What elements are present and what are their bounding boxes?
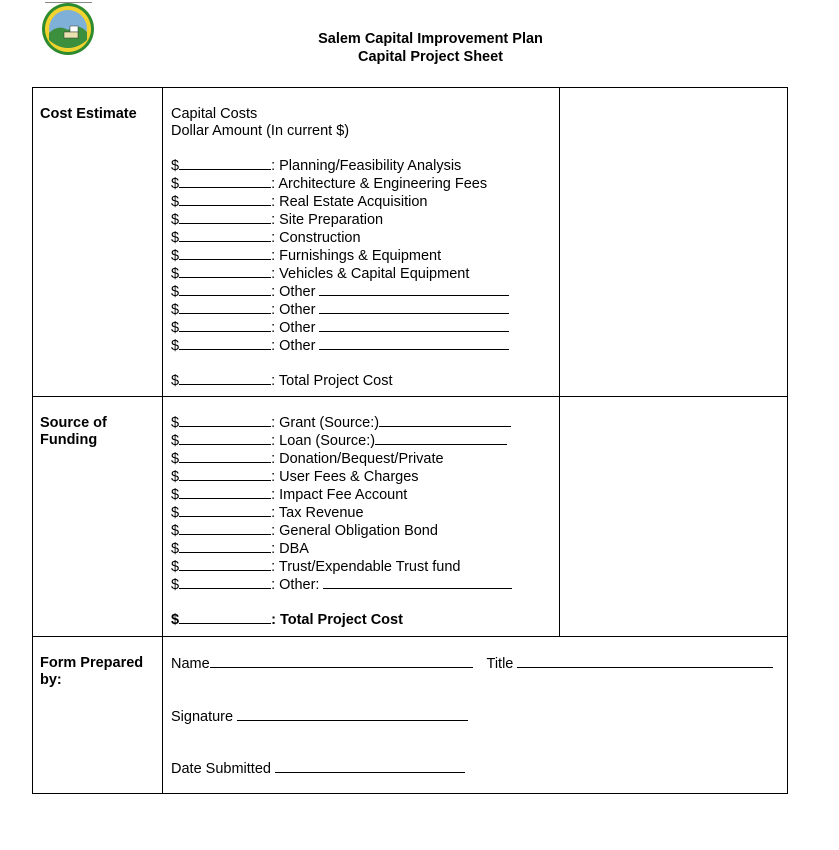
funding-item-label: Donation/Bequest/Private xyxy=(279,451,444,467)
funding-items-list xyxy=(171,414,559,594)
funding-item-amount-field[interactable] xyxy=(179,486,271,499)
cost-item-line: $ : Other xyxy=(171,301,559,319)
cost-item-amount-field[interactable] xyxy=(179,283,271,296)
funding-item-detail-field[interactable] xyxy=(323,576,512,589)
cost-item-label: Other xyxy=(279,320,316,336)
cost-items-list xyxy=(171,157,559,355)
funding-item-amount-field[interactable] xyxy=(179,504,271,517)
funding-item-label: Other: xyxy=(279,577,320,593)
funding-item-line: $ : Trust/Expendable Trust fund xyxy=(171,559,461,575)
cost-item-line: $ : Furnishings & Equipment xyxy=(171,248,442,264)
cost-item-label: Real Estate Acquisition xyxy=(279,194,428,210)
cost-item-amount-field[interactable] xyxy=(179,337,271,350)
funding-item-label: Impact Fee Account xyxy=(279,487,408,503)
cost-estimate-label: Cost Estimate xyxy=(40,106,137,122)
cost-item-amount-field[interactable] xyxy=(179,301,271,314)
cost-item-label: Furnishings & Equipment xyxy=(279,248,442,264)
date-submitted-line xyxy=(171,759,787,778)
funding-item-line: $ : General Obligation Bond xyxy=(171,523,438,539)
funding-item-amount-field[interactable] xyxy=(179,414,271,427)
funding-notes-cell[interactable] xyxy=(560,397,788,637)
date-submitted-field[interactable] xyxy=(275,759,465,773)
cost-item-line: $ : Construction xyxy=(171,230,361,246)
name-title-line xyxy=(171,654,787,673)
funding-item-line: $ : Other: xyxy=(171,576,559,594)
funding-content-cell xyxy=(163,397,560,637)
funding-row xyxy=(33,397,788,637)
funding-total-line: $ : Total Project Cost xyxy=(171,612,403,628)
funding-item-line: $ : User Fees & Charges xyxy=(171,469,419,485)
funding-label-cell xyxy=(33,397,163,637)
document-header xyxy=(0,30,839,66)
cost-item-amount-field[interactable] xyxy=(179,175,271,188)
prepared-by-content-cell xyxy=(163,637,788,794)
cost-item-label: Vehicles & Capital Equipment xyxy=(279,266,470,282)
funding-item-line: $ : Impact Fee Account xyxy=(171,487,408,503)
cost-item-amount-field[interactable] xyxy=(179,247,271,260)
cost-item-amount-field[interactable] xyxy=(179,229,271,242)
name-label: Name xyxy=(171,656,210,672)
funding-item-line: $ : Tax Revenue xyxy=(171,505,364,521)
funding-item-amount-field[interactable] xyxy=(179,432,271,445)
document-title: Salem Capital Improvement Plan xyxy=(318,31,543,47)
funding-item-line: $ : DBA xyxy=(171,541,309,557)
cost-item-line: $ : Planning/Feasibility Analysis xyxy=(171,158,462,174)
funding-item-label: Loan (Source:) xyxy=(279,433,376,449)
cost-item-line: $ : Site Preparation xyxy=(171,212,384,228)
cost-item-amount-field[interactable] xyxy=(179,265,271,278)
capital-costs-heading: Capital Costs xyxy=(171,106,258,122)
funding-item-amount-field[interactable] xyxy=(179,522,271,535)
funding-total-label: Total Project Cost xyxy=(279,612,403,628)
cost-item-line: $ : Other xyxy=(171,337,559,355)
cost-item-detail-field[interactable] xyxy=(319,283,509,296)
capital-project-sheet-table xyxy=(32,87,788,794)
cost-estimate-content-cell xyxy=(163,88,560,397)
dollar-amount-heading: Dollar Amount (In current $) xyxy=(171,123,350,139)
cost-item-amount-field[interactable] xyxy=(179,157,271,170)
funding-item-amount-field[interactable] xyxy=(179,540,271,553)
title-label: Title xyxy=(486,656,514,672)
prepared-by-row xyxy=(33,637,788,794)
funding-label: Source of Funding xyxy=(40,415,107,448)
funding-item-amount-field[interactable] xyxy=(179,576,271,589)
cost-item-detail-field[interactable] xyxy=(319,337,509,350)
signature-field[interactable] xyxy=(237,707,468,721)
funding-item-label: DBA xyxy=(279,541,309,557)
cost-item-line: $ : Vehicles & Capital Equipment xyxy=(171,266,470,282)
cost-item-line: $ : Other xyxy=(171,283,559,301)
prepared-by-label-cell xyxy=(33,637,163,794)
funding-item-amount-field[interactable] xyxy=(179,558,271,571)
cost-item-label: Site Preparation xyxy=(279,212,384,228)
cost-item-amount-field[interactable] xyxy=(179,193,271,206)
cost-item-label: Other xyxy=(279,302,316,318)
cost-item-label: Construction xyxy=(279,230,361,246)
cost-estimate-notes-cell[interactable] xyxy=(560,88,788,397)
funding-item-detail-field[interactable] xyxy=(379,414,511,427)
cost-item-line: $ : Architecture & Engineering Fees xyxy=(171,176,488,192)
cost-total-line: $ : Total Project Cost xyxy=(171,373,393,389)
title-field[interactable] xyxy=(517,654,773,668)
cost-item-label: Other xyxy=(279,338,316,354)
signature-line xyxy=(171,707,787,726)
funding-item-detail-field[interactable] xyxy=(375,432,507,445)
funding-item-label: Grant (Source:) xyxy=(279,415,380,431)
cost-estimate-label-cell xyxy=(33,88,163,397)
cost-item-line: $ : Real Estate Acquisition xyxy=(171,194,428,210)
funding-item-amount-field[interactable] xyxy=(179,450,271,463)
funding-item-amount-field[interactable] xyxy=(179,468,271,481)
cost-item-detail-field[interactable] xyxy=(319,319,509,332)
document-subtitle: Capital Project Sheet xyxy=(357,49,504,65)
signature-label: Signature xyxy=(171,709,234,725)
cost-item-label: Architecture & Engineering Fees xyxy=(278,176,488,192)
funding-item-label: Tax Revenue xyxy=(278,505,364,521)
cost-item-amount-field[interactable] xyxy=(179,211,271,224)
funding-total-amount-field[interactable] xyxy=(179,611,271,624)
cost-estimate-row xyxy=(33,88,788,397)
funding-item-label: Trust/Expendable Trust fund xyxy=(278,559,461,575)
cost-total-label: Total Project Cost xyxy=(278,373,393,389)
funding-item-label: General Obligation Bond xyxy=(279,523,438,539)
cost-item-detail-field[interactable] xyxy=(319,301,509,314)
funding-item-line: $ : Donation/Bequest/Private xyxy=(171,451,444,467)
cost-item-label: Planning/Feasibility Analysis xyxy=(279,158,462,174)
date-submitted-label: Date Submitted xyxy=(171,761,271,777)
prepared-by-label: Form Prepared by: xyxy=(40,655,144,688)
funding-item-label: User Fees & Charges xyxy=(279,469,419,485)
funding-item-line: $ : Grant (Source:) xyxy=(171,414,559,432)
cost-total-amount-field[interactable] xyxy=(179,372,271,385)
cost-item-amount-field[interactable] xyxy=(179,319,271,332)
funding-item-line: $ : Loan (Source:) xyxy=(171,432,559,450)
cost-item-label: Other xyxy=(279,284,316,300)
name-field[interactable] xyxy=(210,654,473,668)
cost-item-line: $ : Other xyxy=(171,319,559,337)
